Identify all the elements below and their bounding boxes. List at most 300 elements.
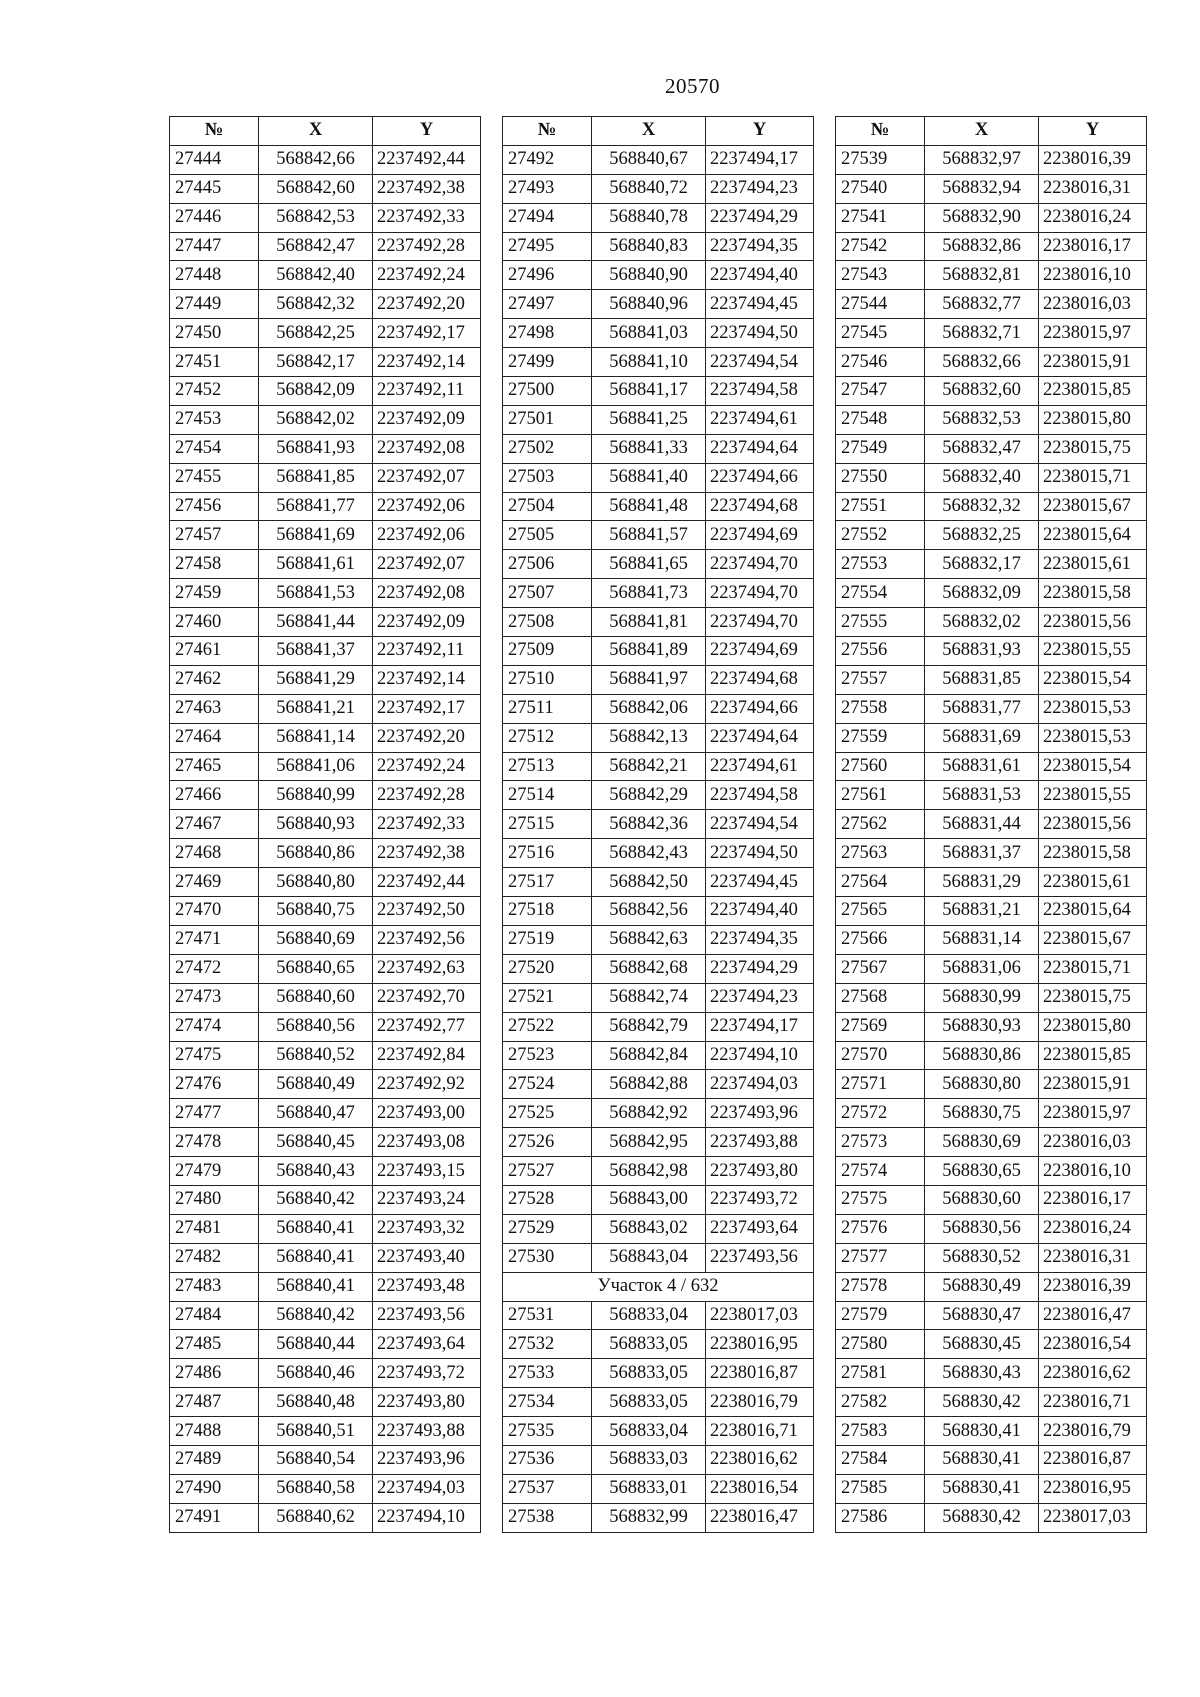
x-coordinate: 568830,99	[925, 983, 1039, 1012]
y-coordinate: 2237492,17	[373, 694, 481, 723]
point-number: 27550	[836, 463, 925, 492]
x-coordinate: 568842,25	[259, 319, 373, 348]
x-coordinate: 568842,29	[592, 781, 706, 810]
table-row	[170, 665, 481, 694]
table-row	[503, 839, 814, 868]
x-coordinate: 568832,60	[925, 377, 1039, 406]
table-row	[836, 203, 1147, 232]
table-row	[503, 1041, 814, 1070]
y-coordinate: 2238015,67	[1039, 492, 1147, 521]
point-number: 27575	[836, 1185, 925, 1214]
point-number: 27569	[836, 1012, 925, 1041]
y-coordinate: 2237493,40	[373, 1243, 481, 1272]
x-coordinate: 568841,29	[259, 665, 373, 694]
y-coordinate: 2237493,64	[706, 1214, 814, 1243]
y-coordinate: 2238016,95	[706, 1330, 814, 1359]
x-coordinate: 568832,53	[925, 405, 1039, 434]
header-num: №	[503, 117, 592, 146]
point-number: 27535	[503, 1417, 592, 1446]
y-coordinate: 2237494,40	[706, 261, 814, 290]
x-coordinate: 568843,00	[592, 1185, 706, 1214]
table-row	[503, 954, 814, 983]
y-coordinate: 2237494,50	[706, 319, 814, 348]
y-coordinate: 2238016,71	[706, 1417, 814, 1446]
y-coordinate: 2237494,69	[706, 637, 814, 666]
table-body	[170, 145, 481, 1532]
x-coordinate: 568840,41	[259, 1214, 373, 1243]
point-number: 27567	[836, 954, 925, 983]
point-number: 27467	[170, 810, 259, 839]
y-coordinate: 2237494,68	[706, 492, 814, 521]
point-number: 27461	[170, 637, 259, 666]
point-number: 27446	[170, 203, 259, 232]
y-coordinate: 2238016,79	[706, 1388, 814, 1417]
table-row	[170, 492, 481, 521]
y-coordinate: 2237492,84	[373, 1041, 481, 1070]
y-coordinate: 2237492,33	[373, 203, 481, 232]
y-coordinate: 2237494,29	[706, 203, 814, 232]
table-row	[170, 203, 481, 232]
point-number: 27513	[503, 752, 592, 781]
table-row	[503, 1157, 814, 1186]
point-number: 27515	[503, 810, 592, 839]
coordinates-table-3	[835, 116, 1147, 1533]
point-number: 27565	[836, 897, 925, 926]
point-number: 27501	[503, 405, 592, 434]
x-coordinate: 568841,06	[259, 752, 373, 781]
point-number: 27451	[170, 348, 259, 377]
x-coordinate: 568842,56	[592, 897, 706, 926]
x-coordinate: 568833,05	[592, 1359, 706, 1388]
y-coordinate: 2238015,97	[1039, 1099, 1147, 1128]
x-coordinate: 568842,88	[592, 1070, 706, 1099]
point-number: 27527	[503, 1157, 592, 1186]
y-coordinate: 2237494,29	[706, 954, 814, 983]
table-row	[503, 752, 814, 781]
table-row	[836, 290, 1147, 319]
table-row	[170, 810, 481, 839]
x-coordinate: 568830,75	[925, 1099, 1039, 1128]
table-row	[836, 319, 1147, 348]
y-coordinate: 2237492,11	[373, 377, 481, 406]
table-row	[170, 839, 481, 868]
y-coordinate: 2238015,64	[1039, 897, 1147, 926]
table-row	[170, 1474, 481, 1503]
x-coordinate: 568841,40	[592, 463, 706, 492]
x-coordinate: 568842,84	[592, 1041, 706, 1070]
table-row	[170, 1214, 481, 1243]
table-row	[503, 637, 814, 666]
x-coordinate: 568842,66	[259, 145, 373, 174]
x-coordinate: 568842,98	[592, 1157, 706, 1186]
table-row	[503, 723, 814, 752]
table-row	[836, 954, 1147, 983]
table-row	[170, 1012, 481, 1041]
point-number: 27546	[836, 348, 925, 377]
x-coordinate: 568841,81	[592, 608, 706, 637]
table-row	[170, 1041, 481, 1070]
y-coordinate: 2237492,20	[373, 290, 481, 319]
x-coordinate: 568841,77	[259, 492, 373, 521]
y-coordinate: 2237492,17	[373, 319, 481, 348]
y-coordinate: 2238015,85	[1039, 1041, 1147, 1070]
y-coordinate: 2237492,08	[373, 434, 481, 463]
point-number: 27554	[836, 579, 925, 608]
table-row	[503, 983, 814, 1012]
header-num: №	[170, 117, 259, 146]
y-coordinate: 2237493,88	[706, 1128, 814, 1157]
table-row	[170, 1503, 481, 1532]
table-row	[836, 1012, 1147, 1041]
table-row	[170, 579, 481, 608]
y-coordinate: 2238015,54	[1039, 665, 1147, 694]
x-coordinate: 568831,69	[925, 723, 1039, 752]
x-coordinate: 568830,52	[925, 1243, 1039, 1272]
point-number: 27537	[503, 1474, 592, 1503]
point-number: 27492	[503, 145, 592, 174]
table-row	[836, 752, 1147, 781]
x-coordinate: 568830,42	[925, 1503, 1039, 1532]
point-number: 27528	[503, 1185, 592, 1214]
y-coordinate: 2237492,24	[373, 752, 481, 781]
point-number: 27568	[836, 983, 925, 1012]
table-row	[503, 925, 814, 954]
y-coordinate: 2237492,14	[373, 665, 481, 694]
x-coordinate: 568840,47	[259, 1099, 373, 1128]
page-number: 20570	[665, 74, 720, 98]
x-coordinate: 568840,62	[259, 1503, 373, 1532]
point-number: 27463	[170, 694, 259, 723]
x-coordinate: 568831,06	[925, 954, 1039, 983]
x-coordinate: 568842,32	[259, 290, 373, 319]
point-number: 27481	[170, 1214, 259, 1243]
y-coordinate: 2238015,56	[1039, 608, 1147, 637]
point-number: 27583	[836, 1417, 925, 1446]
point-number: 27476	[170, 1070, 259, 1099]
table-row	[836, 839, 1147, 868]
section-row	[503, 1272, 814, 1301]
x-coordinate: 568841,69	[259, 521, 373, 550]
table-row	[170, 1185, 481, 1214]
y-coordinate: 2237493,08	[373, 1128, 481, 1157]
table-row	[836, 463, 1147, 492]
x-coordinate: 568830,41	[925, 1474, 1039, 1503]
y-coordinate: 2237492,28	[373, 781, 481, 810]
x-coordinate: 568842,21	[592, 752, 706, 781]
y-coordinate: 2237494,23	[706, 983, 814, 1012]
y-coordinate: 2237493,48	[373, 1272, 481, 1301]
point-number: 27489	[170, 1445, 259, 1474]
table-row	[836, 1099, 1147, 1128]
y-coordinate: 2237492,77	[373, 1012, 481, 1041]
y-coordinate: 2237493,56	[706, 1243, 814, 1272]
table-row	[836, 810, 1147, 839]
point-number: 27500	[503, 377, 592, 406]
x-coordinate: 568842,60	[259, 174, 373, 203]
table-row	[503, 1417, 814, 1446]
point-number: 27450	[170, 319, 259, 348]
x-coordinate: 568832,25	[925, 521, 1039, 550]
point-number: 27505	[503, 521, 592, 550]
table-row	[170, 145, 481, 174]
y-coordinate: 2237492,06	[373, 521, 481, 550]
y-coordinate: 2238016,17	[1039, 1185, 1147, 1214]
x-coordinate: 568830,41	[925, 1417, 1039, 1446]
y-coordinate: 2237492,28	[373, 232, 481, 261]
y-coordinate: 2237494,69	[706, 521, 814, 550]
table-row	[836, 492, 1147, 521]
x-coordinate: 568833,05	[592, 1388, 706, 1417]
y-coordinate: 2238015,91	[1039, 1070, 1147, 1099]
point-number: 27456	[170, 492, 259, 521]
point-number: 27517	[503, 868, 592, 897]
y-coordinate: 2237494,54	[706, 810, 814, 839]
point-number: 27584	[836, 1445, 925, 1474]
x-coordinate: 568832,94	[925, 174, 1039, 203]
y-coordinate: 2238016,24	[1039, 1214, 1147, 1243]
x-coordinate: 568832,71	[925, 319, 1039, 348]
x-coordinate: 568840,45	[259, 1128, 373, 1157]
point-number: 27507	[503, 579, 592, 608]
y-coordinate: 2237492,06	[373, 492, 481, 521]
x-coordinate: 568840,43	[259, 1157, 373, 1186]
table-row	[836, 1330, 1147, 1359]
point-number: 27543	[836, 261, 925, 290]
point-number: 27472	[170, 954, 259, 983]
point-number: 27465	[170, 752, 259, 781]
x-coordinate: 568840,56	[259, 1012, 373, 1041]
table-row	[170, 868, 481, 897]
table-row	[503, 377, 814, 406]
y-coordinate: 2237492,08	[373, 579, 481, 608]
x-coordinate: 568831,53	[925, 781, 1039, 810]
coordinates-table-1	[169, 116, 481, 1533]
y-coordinate: 2238015,75	[1039, 983, 1147, 1012]
table-row	[170, 1157, 481, 1186]
table-row	[170, 377, 481, 406]
table-row	[170, 521, 481, 550]
x-coordinate: 568842,40	[259, 261, 373, 290]
table-row	[836, 1128, 1147, 1157]
x-coordinate: 568832,90	[925, 203, 1039, 232]
table-row	[170, 463, 481, 492]
point-number: 27561	[836, 781, 925, 810]
x-coordinate: 568841,48	[592, 492, 706, 521]
point-number: 27556	[836, 637, 925, 666]
y-coordinate: 2237492,14	[373, 348, 481, 377]
table-row	[503, 463, 814, 492]
table-row	[170, 983, 481, 1012]
x-coordinate: 568832,66	[925, 348, 1039, 377]
y-coordinate: 2237494,17	[706, 145, 814, 174]
point-number: 27531	[503, 1301, 592, 1330]
x-coordinate: 568830,41	[925, 1445, 1039, 1474]
table-row	[170, 1128, 481, 1157]
y-coordinate: 2238016,62	[1039, 1359, 1147, 1388]
table-row	[503, 348, 814, 377]
y-coordinate: 2237494,64	[706, 723, 814, 752]
point-number: 27473	[170, 983, 259, 1012]
y-coordinate: 2237493,72	[373, 1359, 481, 1388]
x-coordinate: 568832,09	[925, 579, 1039, 608]
y-coordinate: 2238015,56	[1039, 810, 1147, 839]
table-row	[503, 1301, 814, 1330]
y-coordinate: 2237493,96	[373, 1445, 481, 1474]
table-row	[503, 1099, 814, 1128]
point-number: 27475	[170, 1041, 259, 1070]
table-row	[836, 348, 1147, 377]
y-coordinate: 2238016,62	[706, 1445, 814, 1474]
x-coordinate: 568831,37	[925, 839, 1039, 868]
x-coordinate: 568842,79	[592, 1012, 706, 1041]
point-number: 27548	[836, 405, 925, 434]
table-row	[836, 694, 1147, 723]
y-coordinate: 2237492,92	[373, 1070, 481, 1099]
point-number: 27509	[503, 637, 592, 666]
point-number: 27462	[170, 665, 259, 694]
table-row	[836, 665, 1147, 694]
y-coordinate: 2238015,67	[1039, 925, 1147, 954]
x-coordinate: 568840,54	[259, 1445, 373, 1474]
table-row	[170, 434, 481, 463]
point-number: 27539	[836, 145, 925, 174]
x-coordinate: 568842,63	[592, 925, 706, 954]
table-row	[503, 1185, 814, 1214]
y-coordinate: 2238016,31	[1039, 174, 1147, 203]
point-number: 27516	[503, 839, 592, 868]
y-coordinate: 2238016,10	[1039, 261, 1147, 290]
table-row	[503, 694, 814, 723]
x-coordinate: 568840,72	[592, 174, 706, 203]
point-number: 27526	[503, 1128, 592, 1157]
table-row	[836, 983, 1147, 1012]
point-number: 27521	[503, 983, 592, 1012]
point-number: 27445	[170, 174, 259, 203]
point-number: 27533	[503, 1359, 592, 1388]
x-coordinate: 568842,02	[259, 405, 373, 434]
table-row	[836, 1474, 1147, 1503]
point-number: 27523	[503, 1041, 592, 1070]
table-row	[503, 174, 814, 203]
table-row	[836, 723, 1147, 752]
point-number: 27498	[503, 319, 592, 348]
point-number: 27538	[503, 1503, 592, 1532]
y-coordinate: 2237492,07	[373, 463, 481, 492]
point-number: 27503	[503, 463, 592, 492]
x-coordinate: 568830,56	[925, 1214, 1039, 1243]
table-row	[170, 1301, 481, 1330]
point-number: 27547	[836, 377, 925, 406]
point-number: 27497	[503, 290, 592, 319]
point-number: 27506	[503, 550, 592, 579]
point-number: 27490	[170, 1474, 259, 1503]
x-coordinate: 568840,67	[592, 145, 706, 174]
table-row	[836, 781, 1147, 810]
table-row	[503, 579, 814, 608]
point-number: 27502	[503, 434, 592, 463]
table-row	[170, 897, 481, 926]
x-coordinate: 568842,36	[592, 810, 706, 839]
point-number: 27586	[836, 1503, 925, 1532]
table-row	[503, 405, 814, 434]
x-coordinate: 568840,42	[259, 1185, 373, 1214]
x-coordinate: 568841,44	[259, 608, 373, 637]
table-row	[170, 319, 481, 348]
x-coordinate: 568830,45	[925, 1330, 1039, 1359]
point-number: 27471	[170, 925, 259, 954]
x-coordinate: 568832,47	[925, 434, 1039, 463]
x-coordinate: 568841,10	[592, 348, 706, 377]
x-coordinate: 568833,05	[592, 1330, 706, 1359]
point-number: 27449	[170, 290, 259, 319]
x-coordinate: 568842,43	[592, 839, 706, 868]
point-number: 27549	[836, 434, 925, 463]
table-row	[503, 1503, 814, 1532]
x-coordinate: 568842,09	[259, 377, 373, 406]
y-coordinate: 2238015,55	[1039, 637, 1147, 666]
x-coordinate: 568840,52	[259, 1041, 373, 1070]
x-coordinate: 568830,80	[925, 1070, 1039, 1099]
point-number: 27552	[836, 521, 925, 550]
y-coordinate: 2237494,17	[706, 1012, 814, 1041]
y-coordinate: 2237492,07	[373, 550, 481, 579]
table-body-top	[503, 145, 814, 1272]
point-number: 27466	[170, 781, 259, 810]
y-coordinate: 2237494,45	[706, 290, 814, 319]
x-coordinate: 568841,97	[592, 665, 706, 694]
table-row	[503, 897, 814, 926]
x-coordinate: 568830,86	[925, 1041, 1039, 1070]
point-number: 27457	[170, 521, 259, 550]
x-coordinate: 568831,21	[925, 897, 1039, 926]
table-row	[170, 954, 481, 983]
table-row	[503, 1012, 814, 1041]
y-coordinate: 2238015,53	[1039, 723, 1147, 752]
y-coordinate: 2238015,71	[1039, 954, 1147, 983]
x-coordinate: 568840,90	[592, 261, 706, 290]
y-coordinate: 2238016,17	[1039, 232, 1147, 261]
x-coordinate: 568841,17	[592, 377, 706, 406]
x-coordinate: 568841,89	[592, 637, 706, 666]
x-coordinate: 568842,74	[592, 983, 706, 1012]
x-coordinate: 568831,77	[925, 694, 1039, 723]
table-row	[503, 1070, 814, 1099]
point-number: 27491	[170, 1503, 259, 1532]
table-row	[503, 608, 814, 637]
x-coordinate: 568842,06	[592, 694, 706, 723]
point-number: 27559	[836, 723, 925, 752]
point-number: 27485	[170, 1330, 259, 1359]
y-coordinate: 2237493,80	[706, 1157, 814, 1186]
table-row	[836, 608, 1147, 637]
point-number: 27444	[170, 145, 259, 174]
x-coordinate: 568831,85	[925, 665, 1039, 694]
y-coordinate: 2237492,20	[373, 723, 481, 752]
table-row	[503, 868, 814, 897]
point-number: 27511	[503, 694, 592, 723]
point-number: 27482	[170, 1243, 259, 1272]
x-coordinate: 568841,53	[259, 579, 373, 608]
point-number: 27558	[836, 694, 925, 723]
point-number: 27479	[170, 1157, 259, 1186]
x-coordinate: 568840,60	[259, 983, 373, 1012]
table-row	[503, 1128, 814, 1157]
x-coordinate: 568842,13	[592, 723, 706, 752]
x-coordinate: 568832,86	[925, 232, 1039, 261]
table-row	[503, 1330, 814, 1359]
table-row	[836, 1041, 1147, 1070]
x-coordinate: 568831,93	[925, 637, 1039, 666]
